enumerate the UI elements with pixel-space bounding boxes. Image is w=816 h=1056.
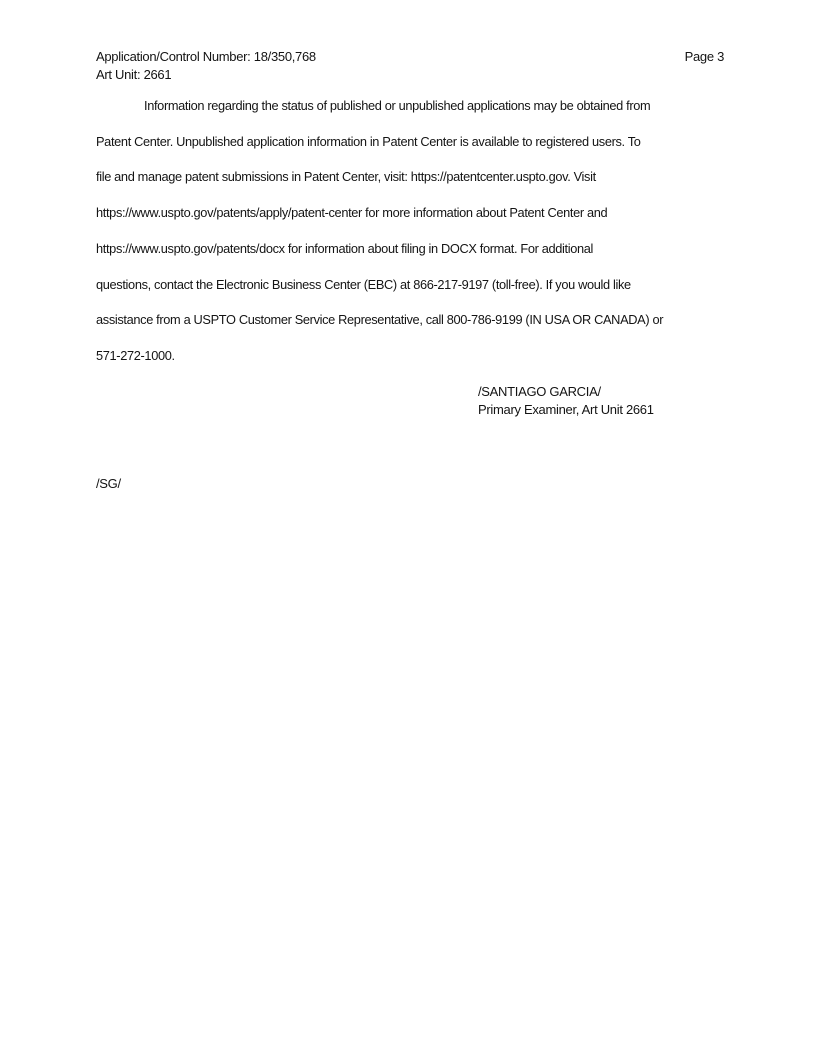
examiner-title: Primary Examiner, Art Unit 2661 bbox=[478, 402, 654, 417]
body-paragraph bbox=[96, 88, 724, 374]
page-header bbox=[96, 48, 724, 83]
page-number: Page 3 bbox=[684, 49, 724, 64]
paragraph-line: assistance from a USPTO Customer Service Representative, call 800-786-9199 (IN USA OR CANADA) or bbox=[96, 312, 664, 328]
examiner-initials: /SG/ bbox=[96, 476, 121, 491]
paragraph-line: https://www.uspto.gov/patents/docx for information about filing in DOCX format. For additional bbox=[96, 240, 594, 256]
paragraph-line: Information regarding the status of published or unpublished applications may be obtained from bbox=[144, 98, 651, 113]
paragraph-line: questions, contact the Electronic Business Center (EBC) at 866-217-9197 (toll-free). If you would like bbox=[96, 276, 631, 292]
application-control-number: Application/Control Number: 18/350,768 bbox=[96, 49, 316, 64]
paragraph-line: Patent Center. Unpublished application information in Patent Center is available to registered users. To bbox=[96, 133, 641, 149]
header-row-bottom bbox=[96, 66, 724, 84]
signature-block bbox=[478, 383, 654, 419]
paragraph-line: file and manage patent submissions in Patent Center, visit: https://patentcenter.uspto.gov. Visit bbox=[96, 169, 596, 185]
examiner-signature: /SANTIAGO GARCIA/ bbox=[478, 384, 601, 399]
header-row-top bbox=[96, 48, 724, 66]
paragraph-line: https://www.uspto.gov/patents/apply/patent-center for more information about Patent Center and bbox=[96, 205, 608, 221]
paragraph-line: 571-272-1000. bbox=[96, 347, 175, 363]
art-unit: Art Unit: 2661 bbox=[96, 66, 172, 82]
